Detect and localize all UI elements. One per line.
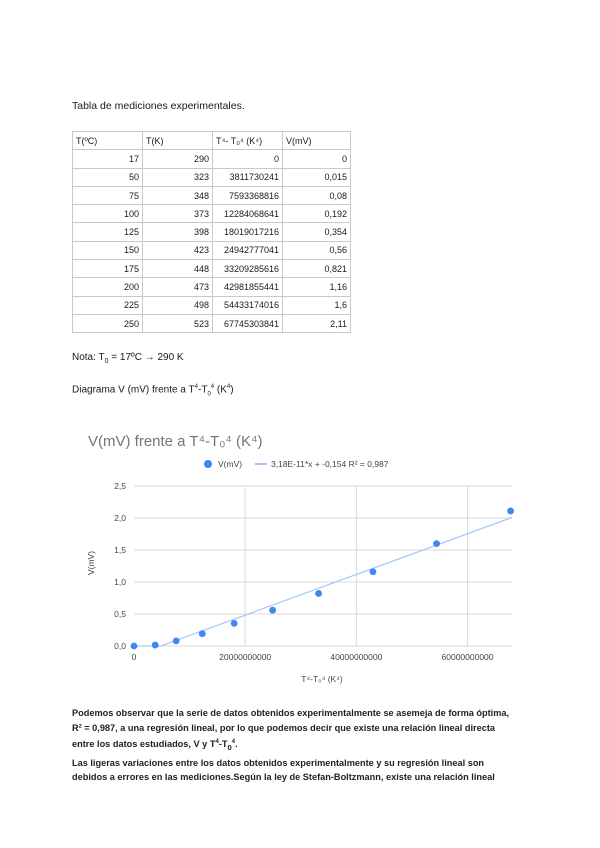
paragraph-sup: 4 [215,739,219,746]
y-tick-label: 0,0 [114,641,126,651]
table-cell: 225 [73,296,143,314]
table-cell: 348 [143,186,213,204]
table-cell: 100 [73,205,143,223]
diagram-label-sup: 4 [226,384,231,390]
table-cell: 54433174016 [213,296,283,314]
diagram-label [72,384,234,397]
y-tick-label: 2,0 [114,513,126,523]
table-cell: 250 [73,314,143,332]
data-point [152,642,159,649]
table-cell: 1,6 [283,296,351,314]
column-header: V(mV) [283,132,351,150]
table-cell: 67745303841 [213,314,283,332]
y-tick-label: 0,5 [114,609,126,619]
diagram-label-sub: 0 [207,391,211,398]
table-row [73,223,351,241]
table-cell: 200 [73,278,143,296]
table-row [73,168,351,186]
data-point [231,620,238,627]
data-point [507,508,514,515]
y-axis-ticks [114,481,126,651]
table-cell: 523 [143,314,213,332]
chart-title: V(mV) frente a T⁴-T₀⁴ (K⁴) [88,433,263,450]
table-row [73,260,351,278]
table-cell: 0,08 [283,186,351,204]
table-cell: 1,16 [283,278,351,296]
table-row [73,296,351,314]
x-tick-label: 40000000000 [330,652,383,662]
table-header-row [73,132,351,150]
paragraph-sub: 0 [227,743,232,753]
table-row [73,278,351,296]
table-cell: 0,56 [283,241,351,259]
x-axis-ticks [132,652,494,662]
chart-grid [134,486,512,646]
paragraph-line: R² = 0,987, a una regresión lineal, por lo que podemos decir que existe una relación lineal directa [72,722,496,733]
table-cell: 12284068641 [213,205,283,223]
column-header: T⁴- T₀⁴ (K⁴) [213,132,283,150]
table-cell: 398 [143,223,213,241]
data-point [199,630,206,637]
y-axis-label: V(mV) [86,550,96,576]
diagram-label-close: ) [230,384,234,396]
paragraph-text: . [235,739,238,750]
y-tick-label: 1,5 [114,545,126,555]
note [72,352,184,365]
table-cell: 24942777041 [213,241,283,259]
paragraph-line: Las ligeras variaciones entre los datos obtenidos experimentalmente y su regresión lineal son [72,757,485,768]
table-cell: 423 [143,241,213,259]
table-row [73,186,351,204]
table-heading: Tabla de mediciones experimentales. [72,100,245,112]
table-cell: 0 [213,150,283,168]
table-cell: 2,11 [283,314,351,332]
table-row [73,205,351,223]
table-row [73,241,351,259]
table-cell: 42981855441 [213,278,283,296]
paragraph-sup: 4 [231,739,236,746]
table-cell: 0,821 [283,260,351,278]
y-tick-label: 2,5 [114,481,126,491]
table-cell: 75 [73,186,143,204]
data-point [370,568,377,575]
scatter-chart [72,418,528,696]
table-cell: 373 [143,205,213,223]
x-tick-label: 0 [131,652,137,662]
data-point [269,607,276,614]
chart-legend [204,459,389,469]
x-axis-label: T⁴-T₀⁴ (K⁴) [301,674,343,684]
table-cell: 0,015 [283,168,351,186]
data-point [131,643,138,650]
paragraph-line: Podemos observar que la serie de datos obtenidos experimentalmente se asemeja de forma óptima, [72,708,510,718]
table-cell: 17 [73,150,143,168]
table-cell: 50 [73,168,143,186]
table-cell: 0,354 [283,223,351,241]
table-cell: 323 [143,168,213,186]
legend-label-trend: 3,18E-11*x + -0,154 R² = 0,987 [271,459,389,469]
paragraph-text: -T [218,739,228,750]
x-tick-label: 20000000000 [219,652,272,662]
diagram-label-dash: -T [197,384,208,396]
data-point [315,590,322,597]
table-cell: 18019017216 [213,223,283,241]
data-point [173,637,180,644]
table-row [73,314,351,332]
table-row [73,150,351,168]
table-cell: 3811730241 [213,168,283,186]
table-cell: 33209285616 [213,260,283,278]
table-cell: 150 [73,241,143,259]
note-sub: 0 [104,358,109,365]
conclusion-paragraph [72,706,534,785]
data-points [131,508,514,650]
table-cell: 0 [283,150,351,168]
table-cell: 448 [143,260,213,278]
table-cell: 125 [73,223,143,241]
paragraph-line [72,735,534,755]
table-cell: 0,192 [283,205,351,223]
diagram-label-sup: 4 [210,384,215,390]
diagram-label-text: Diagrama V (mV) frente a T [72,384,195,396]
paragraph-line: debidos a errores en las mediciones.Según la ley de Stefan-Boltzmann, existe una relación lineal [72,772,495,783]
note-suffix: = 17ºC → 290 K [108,352,184,363]
column-header: T(K) [143,132,213,150]
diagram-label-sup: 4 [194,384,198,390]
measurements-table [72,131,351,333]
table-cell: 7593368816 [213,186,283,204]
y-tick-label: 1,0 [114,577,126,587]
diagram-label-unit: (K [214,384,227,396]
column-header: T(ºC) [73,132,143,150]
x-tick-label: 60000000000 [441,652,494,662]
paragraph-text: entre los datos estudiados, V y T [72,739,216,750]
note-prefix: Nota: T [72,352,105,363]
table-cell: 290 [143,150,213,168]
table-cell: 473 [143,278,213,296]
table-cell: 498 [143,296,213,314]
legend-marker-points [204,460,212,468]
legend-label-points: V(mV) [218,459,243,469]
data-point [433,540,440,547]
table-cell: 175 [73,260,143,278]
